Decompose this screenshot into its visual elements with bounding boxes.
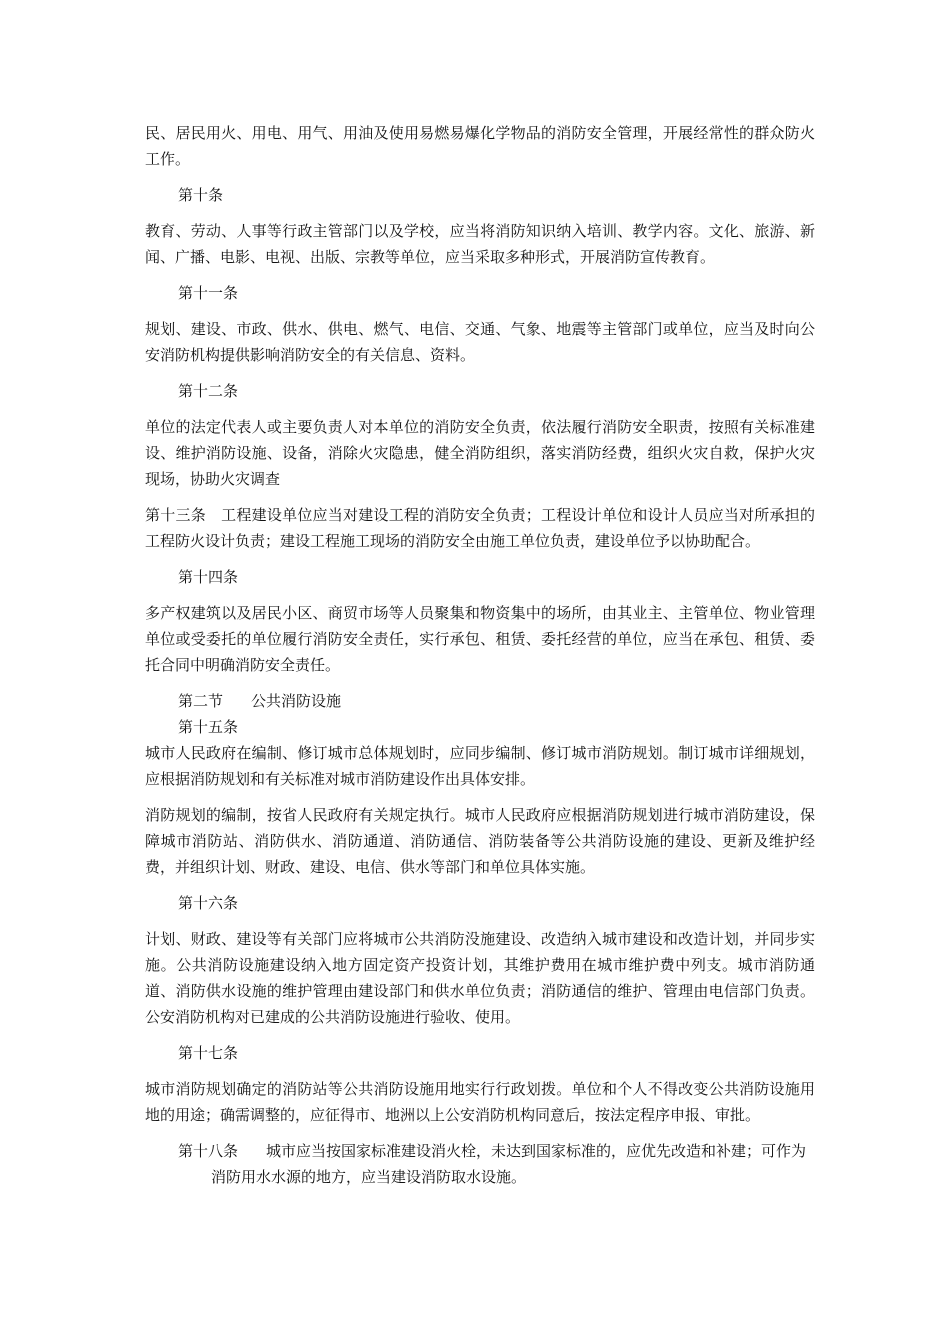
article-18 [145,1138,815,1190]
article-15-heading: 第十五条 [178,718,239,736]
article-17-heading: 第十七条 [178,1044,239,1062]
section-2-title: 公共消防设施 [251,692,342,710]
article-18-body: 城市应当按国家标准建设消火栓，未达到国家标准的，应优先改造和补建；可作为消防用水水源的地方，应当建设消防取水设施。 [211,1142,807,1186]
article-17-body: 城市消防规划确定的消防站等公共消防设施用地实行行政划拨。单位和个人不得改变公共消防设施用地的用途；确需调整的，应征得市、地洲以上公安消防机构同意后，按法定程序申报、审批。 [145,1080,815,1124]
article-10-body: 教育、劳动、人事等行政主管部门以及学校，应当将消防知识纳入培训、教学内容。文化、旅游、新闻、广播、电影、电视、出版、宗教等单位，应当采取多种形式，开展消防宣传教育。 [145,222,815,266]
article-15-body: 城市人民政府在编制、修订城市总体规划时，应同步编制、修订城市消防规划。制订城市详细规划，应根据消防规划和有关标准对城市消防建设作出具体安排。 [145,744,815,788]
article-16-body: 计划、财政、建设等有关部门应将城市公共消防没施建设、改造纳入城市建设和改造计划，并同步实施。公共消防设施建设纳入地方固定资产投资计划，其维护费用在城市维护费中列支。城市消防通道、消防供水设施的维护管理由建设部门和供水单位负责；消防通信的维护、管理由电信部门负责。公安消防机构对已建成的公共消防设施进行验收、使用。 [145,930,815,1026]
article-13-label: 第十三条 [145,506,206,524]
article-13 [145,502,815,554]
article-12-body: 单位的法定代表人或主要负责人对本单位的消防安全负责，依法履行消防安全职责，按照有关标准建设、维护消防设施、设备，消除火灾隐患，健全消防组织，落实消防经费，组织火灾自救，保护火灾现场，协助火灾调查 [145,418,815,488]
article-10-heading: 第十条 [178,186,224,204]
article-14-body: 多产权建筑以及居民小区、商贸市场等人员聚集和物资集中的场所，由其业主、主管单位、物业管理单位或受委托的单位履行消防安全责任，实行承包、租赁、委托经营的单位，应当在承包、租赁、委托合同中明确消防安全责任。 [145,604,815,674]
section-2-label: 第二节 [178,692,224,710]
article-15-body-2: 消防规划的编制，按省人民政府有关规定执行。城市人民政府应根据消防规划进行城市消防建设，保障城市消防站、消防供水、消防通道、消防通信、消防装备等公共消防设施的建设、更新及维护经费，并组织计划、财政、建设、电信、供水等部门和单位具体实施。 [145,806,815,876]
article-13-body: 工程建设单位应当对建设工程的消防安全负责；工程设计单位和设计人员应当对所承担的工程防火设计负责；建设工程施工现场的消防安全由施工单位负责，建设单位予以协助配合。 [145,506,815,550]
section-2-heading [145,688,815,714]
article-12-heading: 第十二条 [178,382,239,400]
article-11-heading: 第十一条 [178,284,239,302]
paragraph-continued: 民、居民用火、用电、用气、用油及使用易燃易爆化学物品的消防安全管理，开展经常性的群众防火工作。 [145,124,815,168]
article-14-heading: 第十四条 [178,568,239,586]
article-18-label: 第十八条 [178,1142,239,1160]
document-page [145,120,815,1190]
article-16-heading: 第十六条 [178,894,239,912]
article-11-body: 规划、建设、市政、供水、供电、燃气、电信、交通、气象、地震等主管部门或单位，应当及时向公安消防机构提供影响消防安全的有关信息、资料。 [145,320,815,364]
